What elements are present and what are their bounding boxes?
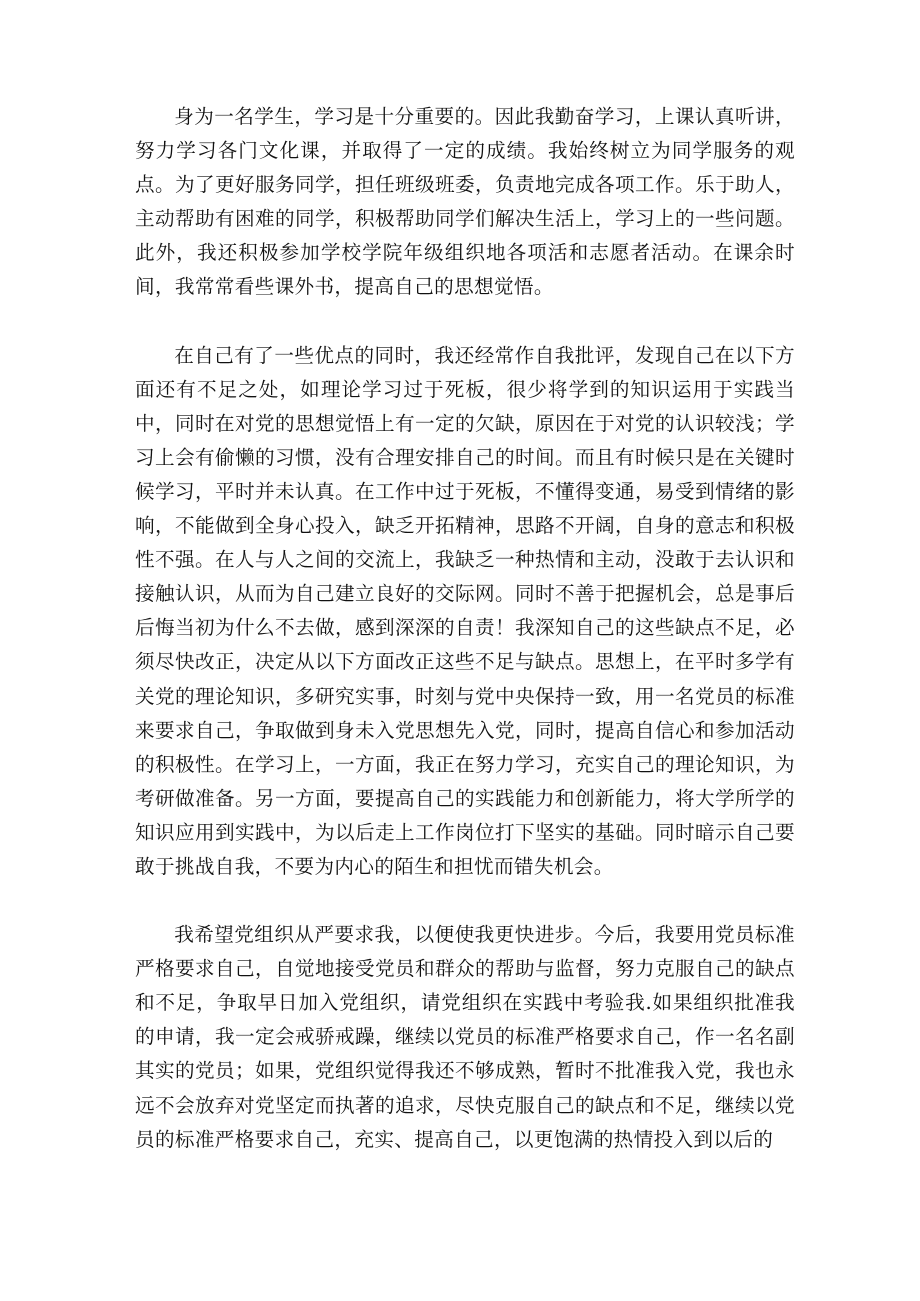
document-body xyxy=(135,100,795,1157)
paragraph-study-and-service: 身为一名学生，学习是十分重要的。因此我勤奋学习，上课认真听讲，努力学习各门文化课，并取得了一定的成绩。我始终树立为同学服务的观点。为了更好服务同学，担任班级班委，负责地完成各项工作。乐于助人，主动帮助有困难的同学，积极帮助同学们解决生活上，学习上的一些问题。此外，我还积极参加学校学院年级组织地各项活和志愿者活动。在课余时间，我常常看些课外书，提高自己的思想觉悟。 xyxy=(135,105,795,299)
paragraph-self-criticism: 在自己有了一些优点的同时，我还经常作自我批评，发现自己在以下方面还有不足之处，如理论学习过于死板，很少将学到的知识运用于实践当中，同时在对党的思想觉悟上有一定的欠缺，原因在于对党的认识较浅；学习上会有偷懒的习惯，没有合理安排自己的时间。而且有时候只是在关键时候学习，平时并未认真。在工作中过于死板，不懂得变通，易受到情绪的影响，不能做到全身心投入，缺乏开拓精神，思路不开阔，自身的意志和积极性不强。在人与人之间的交流上，我缺乏一种热情和主动，没敢于去认识和接触认识，从而为自己建立良好的交际网。同时不善于把握机会，总是事后后悔当初为什么不去做，感到深深的自责！我深知自己的这些缺点不足，必须尽快改正，决定从以下方面改正这些不足与缺点。思想上，在平时多学有关党的理论知识，多研究实事，时刻与党中央保持一致，用一名党员的标准来要求自己，争取做到身未入党思想先入党，同时，提高自信心和参加活动的积极性。在学习上，一方面，我正在努力学习，充实自己的理论知识，为考研做准备。另一方面，要提高自己的实践能力和创新能力，将大学所学的知识应用到实践中，为以后走上工作岗位打下坚实的基础。同时暗示自己要敢于挑战自我，不要为内心的陌生和担忧而错失机会。 xyxy=(135,343,795,878)
paragraph-hope-to-party: 我希望党组织从严要求我，以便使我更快进步。今后，我要用党员标准严格要求自己，自觉地接受党员和群众的帮助与监督，努力克服自己的缺点和不足，争取早日加入党组织，请党组织在实践中考验我.如果组织批准我的申请，我一定会戒骄戒躁，继续以党员的标准严格要求自己，作一名名副其实的党员；如果，党组织觉得我还不够成熟，暂时不批准我入党，我也永远不会放弃对党坚定而执著的追求，尽快克服自己的缺点和不足，继续以党员的标准严格要求自己，充实、提高自己，以更饱满的热情投入到以后的 xyxy=(135,923,795,1151)
